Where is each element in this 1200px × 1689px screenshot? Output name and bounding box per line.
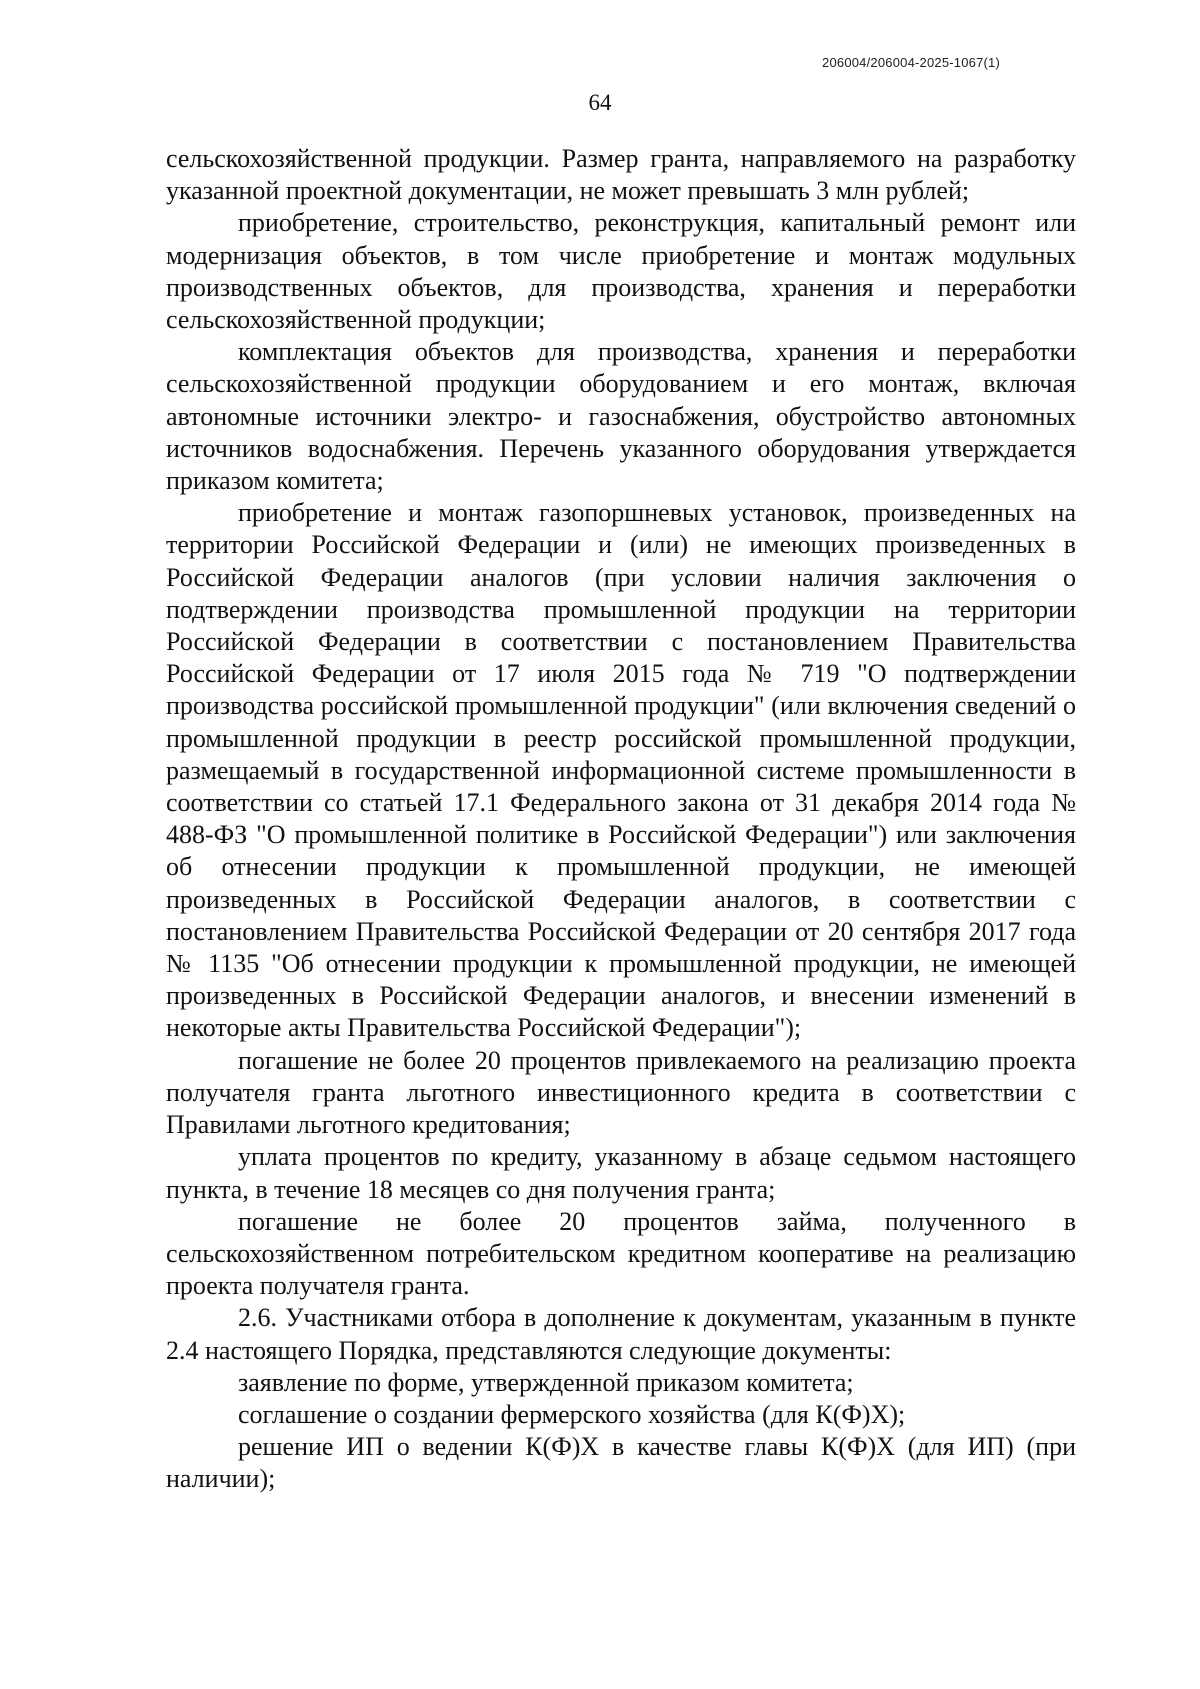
paragraph-list-item: комплектация объектов для производства, хранения и переработки сельскохозяйственной продукции оборудованием и его монтаж, включая автономные источники электро- и газоснабжения, обустройство автономных источников водоснабжения. Перечень указанного оборудования утверждается приказом комитета; [166, 337, 1076, 496]
paragraph-list-item: соглашение о создании фермерского хозяйства (для К(Ф)Х); [238, 1399, 906, 1429]
paragraph-section-2-6: 2.6. Участниками отбора в дополнение к документам, указанным в пункте 2.4 настоящего Порядка, представляются следующие документы: [166, 1303, 1076, 1365]
paragraph-list-item: приобретение и монтаж газопоршневых установок, произведенных на территории Российской Федерации и (или) не имеющих произведенных в Российской Федерации аналогов (при условии наличия заключения о подтверждении производства промышленной продукции на территории Российской Федерации в соответствии с постановлением Правительства Российской Федерации от 17 июля 2015 года № 719 "О подтверждении производства российской промышленной продукции" (или включения сведений о промышленной продукции в реестр российской промышленной продукции, размещаемый в государственной информационной системе промышленности в соответствии со статьей 17.1 Федерального закона от 31 декабря 2014 года № 488-ФЗ "О промышленной политике в Российской Федерации") или заключения об отнесении продукции к промышленной продукции, не имеющей произведенных в Российской Федерации аналогов, в соответствии с постановлением Правительства Российской Федерации от 20 сентября 2017 года № 1135 "Об отнесении продукции к промышленной продукции, не имеющей произведенных в Российской Федерации аналогов, и внесении изменений в некоторые акты Правительства Российской Федерации"); [166, 498, 1076, 1043]
paragraph-continuation: сельскохозяйственной продукции. Размер гранта, направляемого на разработку указанной проектной документации, не может превышать 3 млн рублей; [166, 144, 1076, 206]
paragraph-list-item: погашение не более 20 процентов займа, полученного в сельскохозяйственном потребительском кредитном кооперативе на реализацию проекта получателя гранта. [166, 1206, 1076, 1301]
document-body [166, 143, 1076, 1496]
paragraph-list-item: погашение не более 20 процентов привлекаемого на реализацию проекта получателя гранта льготного инвестиционного кредита в соответствии с Правилами льготного кредитования; [166, 1045, 1076, 1140]
paragraph-list-item: решение ИП о ведении К(Ф)Х в качестве главы К(Ф)Х (для ИП) (при наличии); [166, 1432, 1076, 1494]
paragraph-list-item: уплата процентов по кредиту, указанному в абзаце седьмом настоящего пункта, в течение 18 месяцев со дня получения гранта; [166, 1142, 1076, 1204]
document-registration-number: 206004/206004-2025-1067(1) [822, 55, 1000, 70]
paragraph-list-item: заявление по форме, утвержденной приказом комитета; [238, 1367, 854, 1397]
paragraph-list-item: приобретение, строительство, реконструкция, капитальный ремонт или модернизация объектов, в том числе приобретение и монтаж модульных производственных объектов, для производства, хранения и переработки сельскохозяйственной продукции; [166, 208, 1076, 335]
page-number: 64 [588, 90, 612, 115]
